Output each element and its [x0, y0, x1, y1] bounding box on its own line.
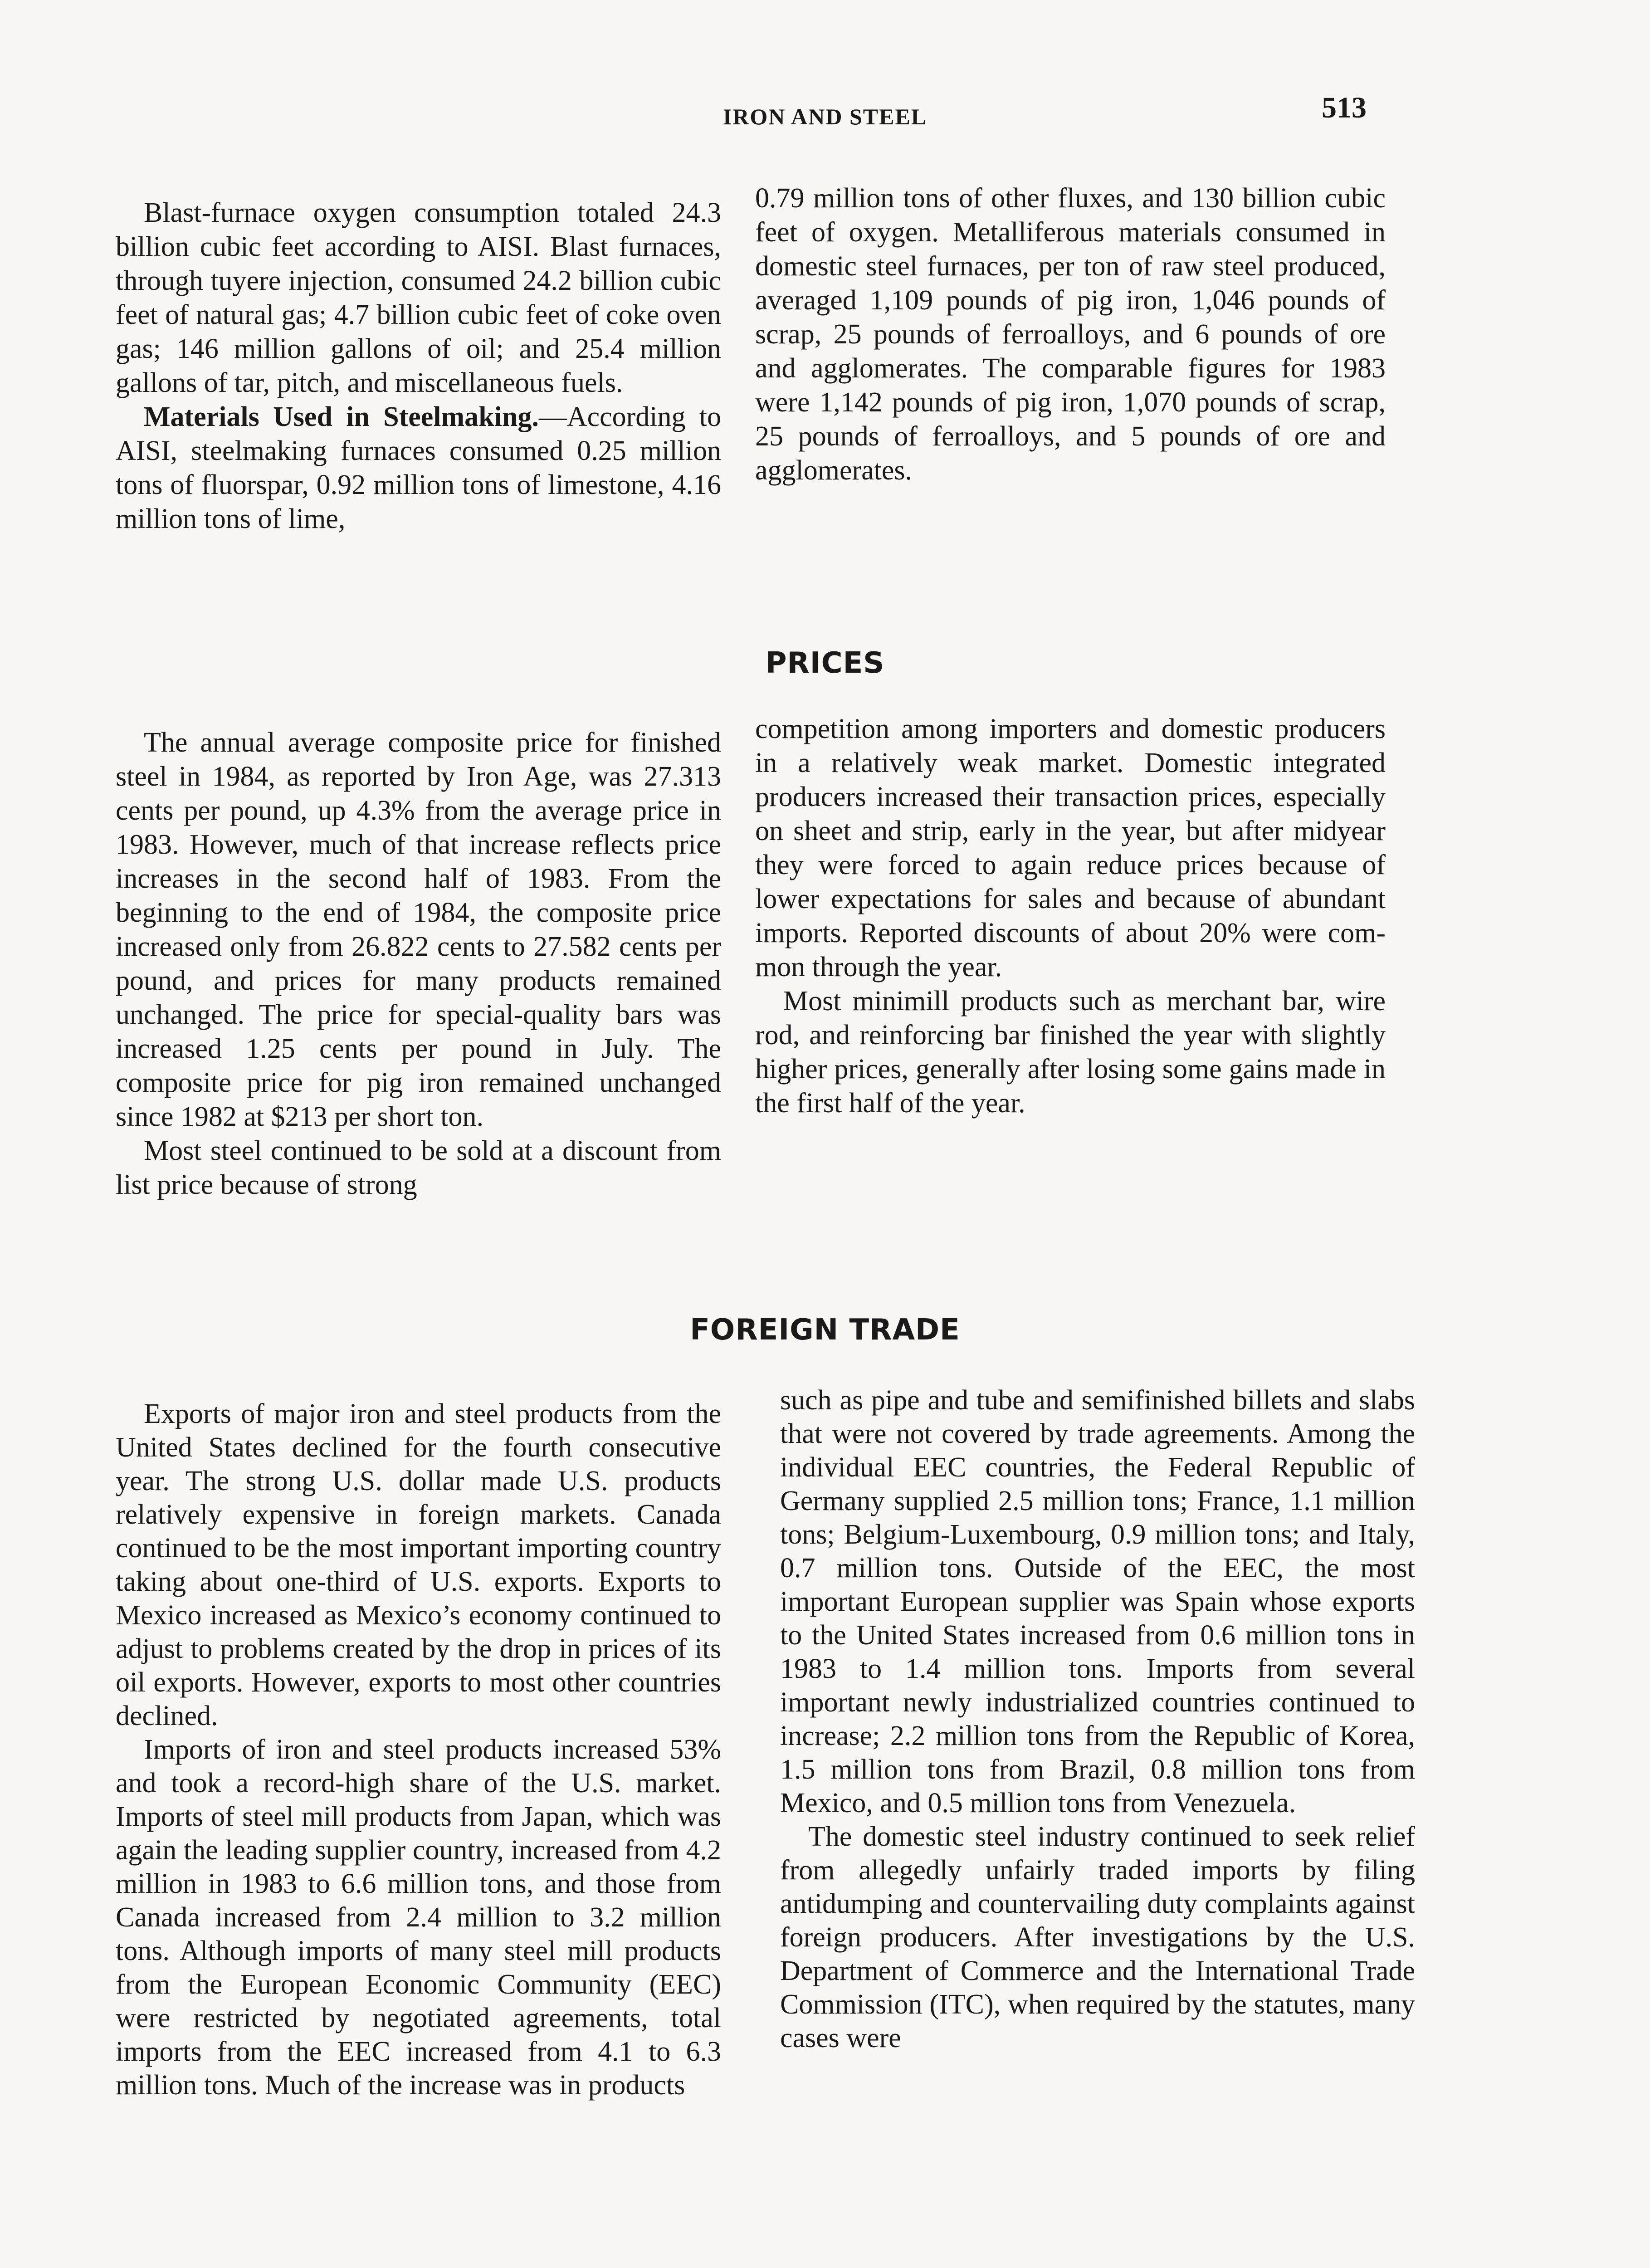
foreign-trade-right-column	[780, 1383, 1415, 2055]
foreign-trade-left-column	[116, 1397, 721, 2102]
fuel-consumption-paragraph: Blast-furnace oxygen consumption totaled 24.3 billion cubic feet according to AISI. Blast furnaces, through tuyere injection, consumed 24.2 billion cubic feet of natural gas; 4.7 billion cubic feet of coke oven gas; 146 million gallons of oil; and 25.4 million gallons of tar, pitch, and miscellaneous fuels.	[116, 197, 721, 398]
prices-paragraph-4: Most minimill products such as merchant bar, wire rod, and reinforcing bar finished the year with slightly higher prices, generally after losing some gains made in the first half of the year.	[755, 986, 1386, 1119]
eec-suppliers-paragraph: such as pipe and tube and semifinished billets and slabs that were not covered by trade agreements. Among the individual EEC countries, the Federal Republic of Germany supplied 2.5 million tons; France, 1.1 million tons; Belgium-Luxembourg, 0.9 million tons; and Italy, 0.7 million tons. Outside of the EEC, the most important European supplier was Spain whose exports to the United States increased from 0.6 million tons in 1983 to 1.4 million tons. Imports from several important newly industrialized countries continued to increase; 2.2 million tons from the Republic of Korea, 1.5 million tons from Brazil, 0.8 million tons from Mexico, and 0.5 million tons from Venezuela.	[780, 1385, 1415, 1818]
top-left-column	[116, 196, 721, 536]
prices-paragraph-2: Most steel continued to be sold at a discount from list price because of strong	[116, 1135, 721, 1200]
prices-heading: PRICES	[765, 646, 885, 680]
foreign-trade-heading: FOREIGN TRADE	[690, 1313, 960, 1347]
prices-paragraph-3: competition among importers and domestic producers in a relatively weak market. Domestic integrated producers increased their transaction prices, especially on sheet and strip, early in the year, but after midyear they were forced to again reduce prices because of lower expectations for sales and because of abundant imports. Reported discounts of about 20% were common through the year.	[755, 714, 1386, 982]
prices-left-column	[116, 726, 721, 1202]
materials-paragraph-text: —According to AISI, steelmaking furnaces consumed 0.25 million tons of fluorspar, 0.92 million tons of limestone, 4.16 million tons of lime,	[116, 401, 721, 534]
materials-runin-heading: Materials Used in Steelmaking.	[144, 401, 539, 432]
top-right-column	[755, 181, 1386, 488]
prices-paragraph-1: The annual average composite price for finished steel in 1984, as reported by Iron Age, was 27.313 cents per pound, up 4.3% from the average price in 1983. However, much of that increase reflects price increases in the second half of 1983. From the beginning to the end of 1984, the composite price increased only from 26.822 cents to 27.582 cents per pound, and prices for many products remained unchanged. The price for special-quality bars was increased 1.25 cents per pound in July. The composite price for pig iron remained unchanged since 1982 at $213 per short ton.	[116, 727, 721, 1132]
metalliferous-paragraph: 0.79 million tons of other fluxes, and 130 billion cubic feet of oxygen. Metalliferous materials consumed in domestic steel furnaces, per ton of raw steel produced, averaged 1,109 pounds of pig iron, 1,046 pounds of scrap, 25 pounds of ferroalloys, and 6 pounds of ore and agglomerates. The comparable figures for 1983 were 1,142 pounds of pig iron, 1,070 pounds of scrap, 25 pounds of ferroalloys, and 5 pounds of ore and agglomerates.	[755, 183, 1386, 486]
running-head: IRON AND STEEL	[722, 104, 928, 129]
materials-paragraph	[116, 400, 721, 536]
exports-paragraph: Exports of major iron and steel products from the United States declined for the fourth consecutive year. The strong U.S. dollar made U.S. products relatively expensive in foreign markets. Canada continued to be the most important importing country taking about one-third of U.S. exports. Exports to Mexico increased as Mexico’s economy continued to adjust to problems created by the drop in prices of its oil exports. However, exports to most other countries declined.	[116, 1398, 721, 1731]
imports-paragraph: Imports of iron and steel products increased 53% and took a record-high share of the U.S. market. Imports of steel mill products from Japan, which was again the leading supplier country, increased from 4.2 million in 1983 to 6.6 million tons, and those from Canada increased from 2.4 million to 3.2 million tons. Although imports of many steel mill products from the European Economic Community (EEC) were restricted by negotiated agreements, total imports from the EEC increased from 4.1 to 6.3 million tons. Much of the increase was in products	[116, 1734, 721, 2101]
page-number: 513	[1322, 91, 1367, 124]
prices-right-column	[755, 712, 1386, 1120]
trade-relief-paragraph: The domestic steel industry continued to seek relief from allegedly unfairly traded imports by filing antidumping and countervailing duty complaints against foreign producers. After investigations by the U.S. Department of Commerce and the International Trade Commission (ITC), when required by the statutes, many cases were	[780, 1821, 1415, 2053]
